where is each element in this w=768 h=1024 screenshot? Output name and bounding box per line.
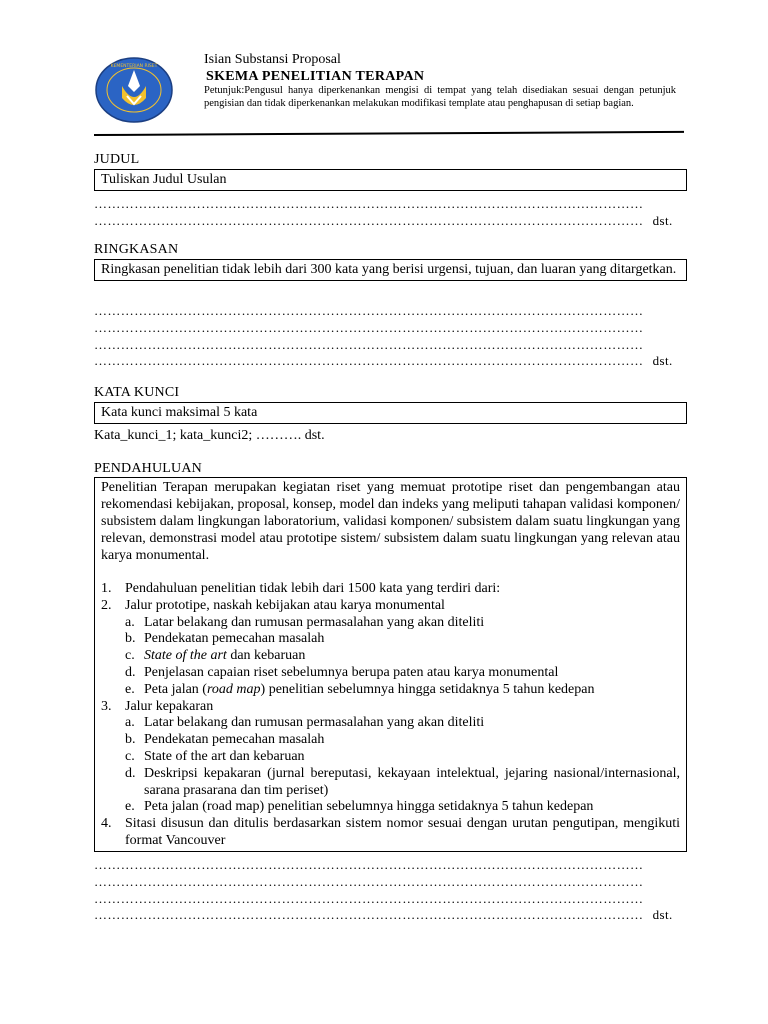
- kata-kunci-box[interactable]: Kata kunci maksimal 5 kata: [94, 402, 687, 424]
- sub-letter: e.: [125, 799, 135, 815]
- list-item: [101, 581, 680, 598]
- judul-box[interactable]: Tuliskan Judul Usulan: [94, 169, 687, 191]
- header-divider: [94, 131, 684, 136]
- sub-item-text: [144, 682, 680, 699]
- dotted-fill: ……………………………………………………………………………………………………………: [94, 907, 644, 922]
- list-number: 2.: [101, 597, 112, 613]
- sub-item: [125, 766, 680, 800]
- document-subtitle: Isian Substansi Proposal: [204, 52, 341, 67]
- ringkasan-dotted-line: ……………………………………………………………………………………………………………: [94, 337, 644, 352]
- sub-letter: a.: [125, 614, 135, 630]
- dst-label: dst.: [652, 353, 673, 368]
- dotted-fill: ……………………………………………………………………………………………………………: [94, 353, 644, 368]
- list-item-text: Pendahuluan penelitian tidak lebih dari 1500 kata yang terdiri dari:: [125, 581, 501, 596]
- section-heading-pendahuluan: PENDAHULUAN: [94, 461, 202, 476]
- sub-item: [125, 749, 680, 766]
- sub-letter: c.: [125, 748, 135, 764]
- sub-item: [125, 615, 680, 632]
- pendahuluan-list: [101, 581, 680, 850]
- section-heading-ringkasan: RINGKASAN: [94, 242, 179, 257]
- sub-item-text: Deskripsi kepakaran (jurnal bereputasi, kekayaan intelektual, jejaring nasional/internasional, sarana prasarana dan tim periset): [144, 765, 680, 798]
- sub-item: [125, 665, 680, 682]
- list-item: [101, 699, 680, 716]
- pendahuluan-dotted-line: ……………………………………………………………………………………………………………: [94, 891, 644, 906]
- list-item-text: Jalur kepakaran: [125, 698, 214, 714]
- sub-item: [125, 715, 680, 732]
- dst-label: dst.: [652, 907, 673, 922]
- sublist-prototipe: [101, 615, 680, 699]
- sub-item-text: Latar belakang dan rumusan permasalahan yang akan diteliti: [144, 614, 485, 630]
- sub-item-pre: Peta jalan (: [144, 681, 207, 697]
- pendahuluan-intro: Penelitian Terapan merupakan kegiatan riset yang memuat prototipe riset dan pengembangan atau rekomendasi kebijakan, proposal, konsep, model dan indeks yang meliputi tahapan validasi komponen/ subsistem dalam lingkungan laboratorium, validasi komponen/ subsistem dalam suatu lingkungan yang relevan, demonstrasi model atau prototipe sistem/ subsistem dalam suatu lingkungan yang relevan atau karya monumental.: [101, 480, 680, 563]
- pendahuluan-dotted-line-end: [94, 907, 682, 923]
- ringkasan-dotted-line-end: [94, 353, 682, 369]
- sub-item-text: Latar belakang dan rumusan permasalahan yang akan diteliti: [144, 715, 485, 731]
- sub-item-rest: dan kebaruan: [226, 648, 306, 664]
- section-heading-kata-kunci: KATA KUNCI: [94, 385, 180, 400]
- list-number: 1.: [101, 581, 112, 596]
- italic-term: road map: [206, 681, 261, 697]
- section-heading-judul: JUDUL: [94, 152, 140, 167]
- ringkasan-box[interactable]: Ringkasan penelitian tidak lebih dari 300 kata yang berisi urgensi, tujuan, dan luaran yang ditargetkan.: [94, 259, 687, 281]
- sub-item: [125, 682, 680, 699]
- pendahuluan-dotted-line: ……………………………………………………………………………………………………………: [94, 857, 644, 872]
- pendahuluan-dotted-line: ……………………………………………………………………………………………………………: [94, 874, 644, 889]
- ringkasan-dotted-line: ……………………………………………………………………………………………………………: [94, 303, 644, 318]
- sub-letter: a.: [125, 715, 135, 731]
- dst-label: dst.: [652, 213, 673, 228]
- ministry-logo: [94, 56, 174, 124]
- italic-term: State of the art: [144, 648, 227, 664]
- sub-item-text: Peta jalan (road map) penelitian sebelumnya hingga setidaknya 5 tahun kedepan: [144, 799, 594, 815]
- sub-item-text: Pendekatan pemecahan masalah: [144, 732, 325, 748]
- list-item-text: Jalur prototipe, naskah kebijakan atau karya monumental: [125, 597, 445, 613]
- judul-dotted-line: ……………………………………………………………………………………………………………: [94, 196, 644, 211]
- sub-letter: c.: [125, 648, 135, 664]
- list-item: [101, 598, 680, 615]
- sub-letter: d.: [125, 664, 136, 680]
- sub-letter: b.: [125, 732, 136, 748]
- judul-dotted-line-end: [94, 213, 682, 229]
- keywords-line: Kata_kunci_1; kata_kunci2; ………. dst.: [94, 428, 325, 443]
- pendahuluan-box[interactable]: [94, 477, 687, 852]
- sub-item-text: [144, 648, 680, 665]
- ringkasan-dotted-line: ……………………………………………………………………………………………………………: [94, 320, 644, 335]
- document-title: SKEMA PENELITIAN TERAPAN: [206, 69, 425, 84]
- list-number: 3.: [101, 698, 112, 714]
- sub-item: [125, 799, 680, 816]
- sub-item: [125, 631, 680, 648]
- sub-item: [125, 732, 680, 749]
- dotted-fill: ……………………………………………………………………………………………………………: [94, 213, 644, 228]
- sub-letter: e.: [125, 681, 135, 697]
- sub-letter: d.: [125, 765, 136, 781]
- list-number: 4.: [101, 816, 112, 832]
- logo-text: KEMENTERIAN RISET: [110, 64, 158, 69]
- sublist-kepakaran: [101, 715, 680, 816]
- sub-item-text: Penjelasan capaian riset sebelumnya berupa paten atau karya monumental: [144, 664, 559, 680]
- sub-letter: b.: [125, 631, 136, 647]
- sub-item: [125, 648, 680, 665]
- sub-item-text: Pendekatan pemecahan masalah: [144, 631, 325, 647]
- sub-item-text: State of the art dan kebaruan: [144, 748, 305, 764]
- list-item-text: Sitasi disusun dan ditulis berdasarkan sistem nomor sesuai dengan urutan pengutipan, mengikuti format Vancouver: [125, 816, 680, 848]
- sub-item-post: ) penelitian sebelumnya hingga setidaknya 5 tahun kedepan: [260, 681, 595, 697]
- instruction-note: Petunjuk:Pengusul hanya diperkenankan mengisi di tempat yang telah disediakan sesuai dengan petunjuk pengisian dan tidak diperkenankan melakukan modifikasi template atau penghapusan di setiap bagian.: [204, 85, 676, 109]
- list-item: [101, 816, 680, 850]
